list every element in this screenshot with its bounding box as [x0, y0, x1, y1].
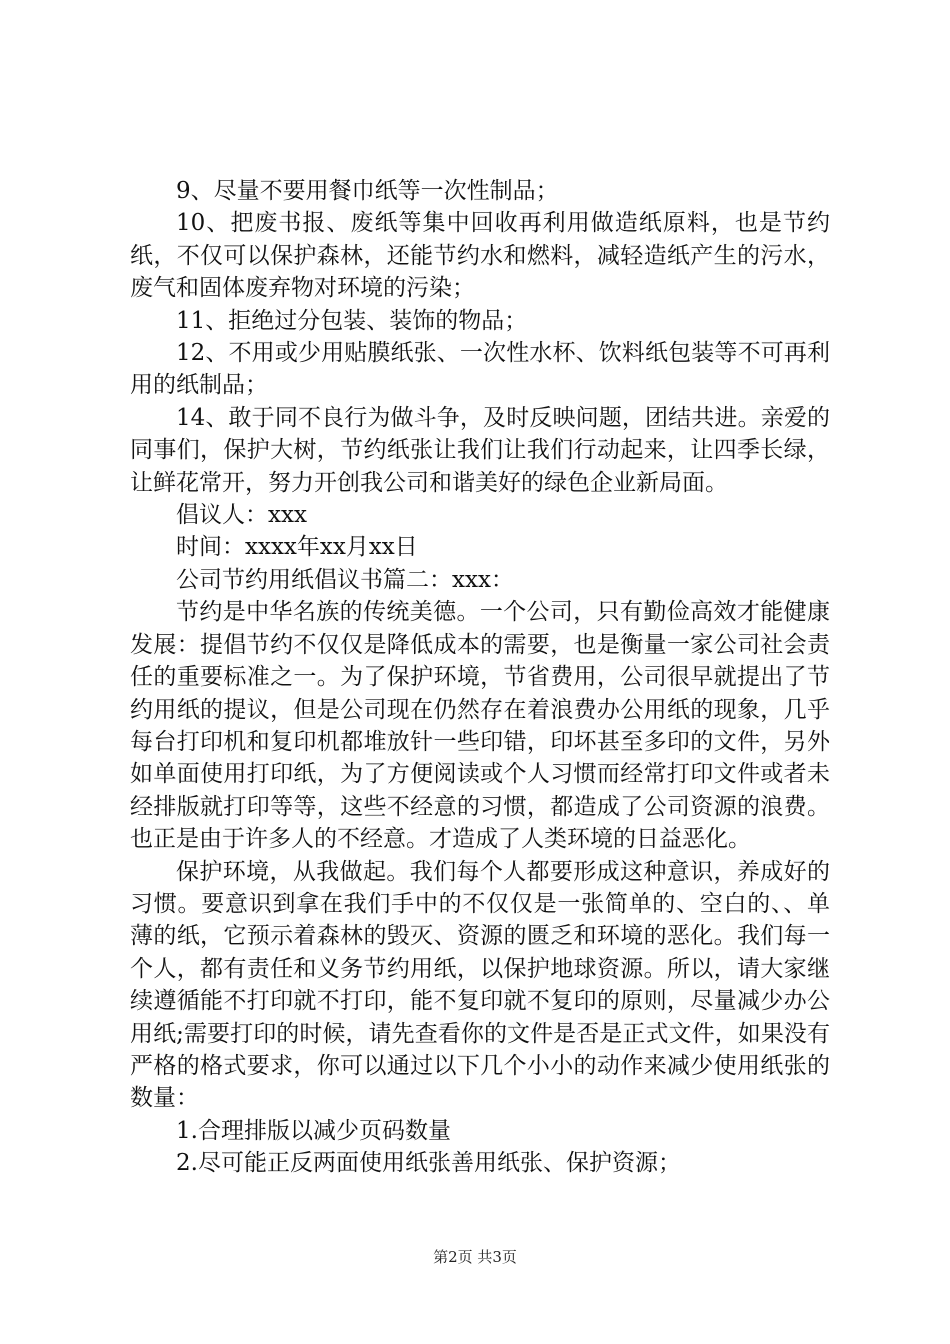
paragraph-item-9: 9、尽量不要用餐巾纸等一次性制品； — [176, 178, 559, 204]
list-item-2: 2.尽可能正反两面使用纸张善用纸张、保护资源； — [176, 1150, 681, 1177]
page-footer: 第2页 共3页 — [433, 1248, 517, 1266]
body-paragraph-intro: 节约是中华名族的传统美德。一个公司，只有勤俭高效才能健康发展：提倡节约不仅仅是降低成本的需要，也是衡量一家公司社会责任的重要标准之一。为了保护环境，节省费用，公司很早就提出了节约用纸的提议，但是公司现在仍然存在着浪费办公用纸的现象，几乎每台打印机和复印机都堆放针一些印错，印坏甚至多印的文件，另外如单面使用打印纸，为了方便阅读或个人习惯而经常打印文件或者未经排版就打印等等，这些不经意的习惯，都造成了公司资源的浪费。也正是由于许多人的不经意。才造成了人类环境的日益恶化。 — [130, 599, 830, 853]
section-heading: 公司节约用纸倡议书篇二：xxx： — [176, 566, 514, 593]
paragraph-item-10: 10、把废书报、废纸等集中回收再利用做造纸原料，也是节约纸，不仅可以保护森林，还能节约水和燃料，减轻造纸产生的污水，废气和固体废弃物对环境的污染； — [130, 210, 830, 302]
paragraph-item-11: 11、拒绝过分包装、装饰的物品； — [176, 307, 528, 334]
document-body — [130, 175, 830, 1180]
proposer-line: 倡议人：xxx — [176, 502, 307, 529]
body-paragraph-protect: 保护环境，从我做起。我们每个人都要形成这种意识，养成好的习惯。要意识到拿在我们手中的不仅仅是一张简单的、空白的、、单薄的纸，它预示着森林的毁灭、资源的匮乏和环境的恶化。我们每一个人，都有责任和义务节约用纸，以保护地球资源。所以，请大家继续遵循能不打印就不打印，能不复印就不复印的原则，尽量减少办公用纸;需要打印的时候，请先查看你的文件是否是正式文件，如果没有严格的格式要求，你可以通过以下几个小小的动作来减少使用纸张的数量： — [130, 858, 830, 1112]
list-item-1: 1.合理排版以减少页码数量 — [176, 1117, 451, 1144]
paragraph-item-12: 12、不用或少用贴膜纸张、一次性水杯、饮料纸包装等不可再利用的纸制品； — [130, 340, 830, 399]
paragraph-item-14: 14、敢于同不良行为做斗争，及时反映问题，团结共进。亲爱的同事们，保护大树，节约纸张让我们让我们行动起来，让四季长绿，让鲜花常开，努力开创我公司和谐美好的绿色企业新局面。 — [130, 404, 830, 496]
date-line: 时间：xxxx年xx月xx日 — [176, 534, 418, 561]
